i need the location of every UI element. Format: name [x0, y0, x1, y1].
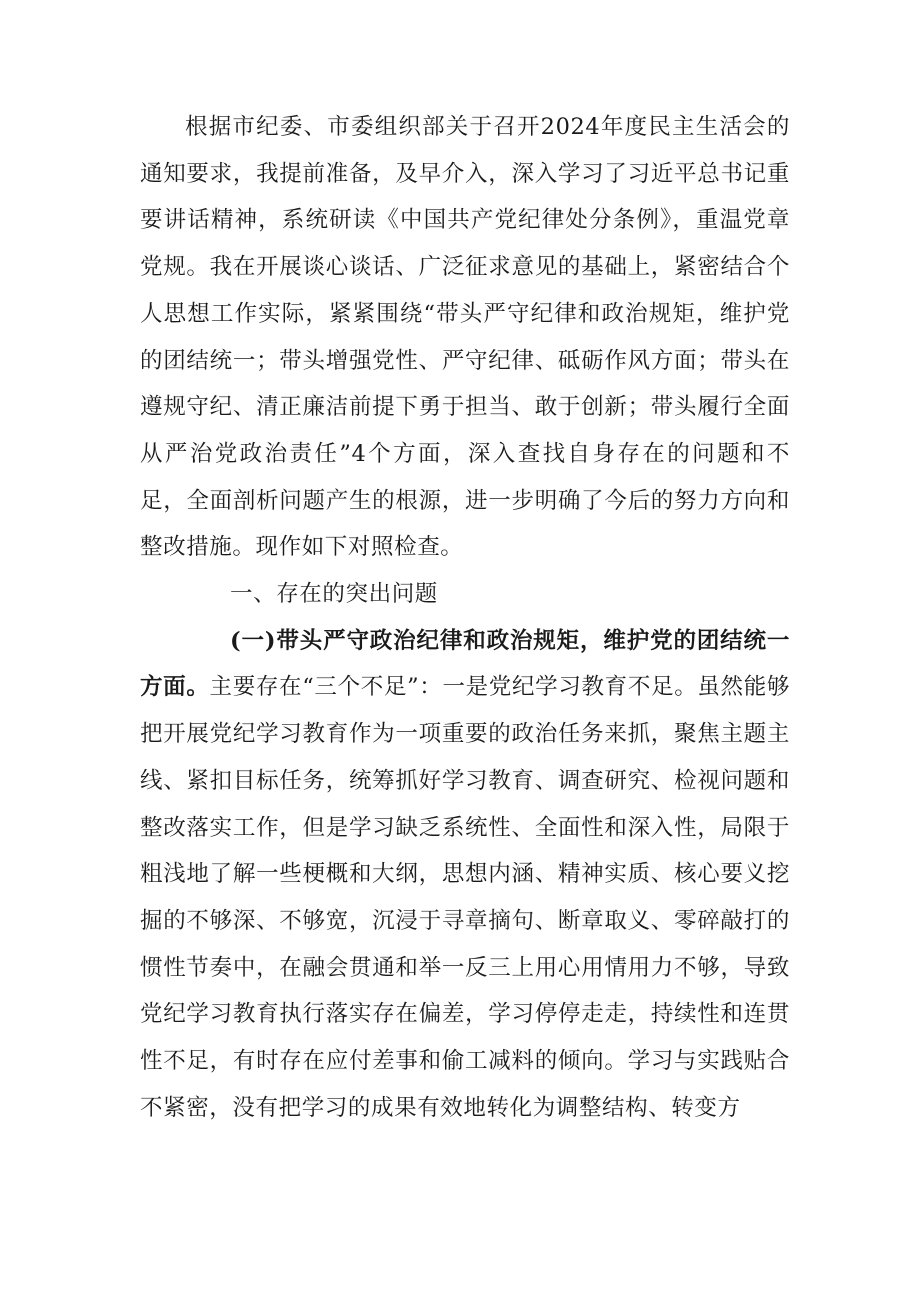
document-body [140, 104, 790, 1131]
subsection-paragraph [140, 618, 790, 1132]
subsection-body: 主要存在“三个不足”：一是党纪学习教育不足。虽然能够把开展党纪学习教育作为一项重要的政治任务来抓，聚焦主题主线、紧扣目标任务，统筹抓好学习教育、调查研究、检视问题和整改落实工作，但是学习缺乏系统性、全面性和深入性，局限于粗浅地了解一些梗概和大纲，思想内涵、精神实质、核心要义挖掘的不够深、不够宽，沉浸于寻章摘句、断章取义、零碎敲打的惯性节奏中，在融会贯通和举一反三上用心用情用力不够，导致党纪学习教育执行落实存在偏差，学习停停走走，持续性和连贯性不足，有时存在应付差事和偷工减料的倾向。学习与实践贴合不紧密，没有把学习的成果有效地转化为调整结构、转变方 [140, 674, 790, 1121]
section-heading: 一、存在的突出问题 [230, 581, 438, 608]
intro-paragraph: 根据市纪委、市委组织部关于召开2024年度民主生活会的通知要求，我提前准备，及早介入，深入学习了习近平总书记重要讲话精神，系统研读《中国共产党纪律处分条例》，重温党章党规。我在开展谈心谈话、广泛征求意见的基础上，紧密结合个人思想工作实际，紧紧围绕“带头严守纪律和政治规矩，维护党的团结统一；带头增强党性、严守纪律、砥砺作风方面；带头在遵规守纪、清正廉洁前提下勇于担当、敢于创新；带头履行全面从严治党政治责任”4个方面，深入查找自身存在的问题和不足，全面剖析问题产生的根源，进一步明确了今后的努力方向和整改措施。现作如下对照检查。 [140, 114, 790, 561]
subsection-title: (一)带头严守政治纪律和政治规矩，维护党的团结统一方面。 [140, 627, 790, 701]
